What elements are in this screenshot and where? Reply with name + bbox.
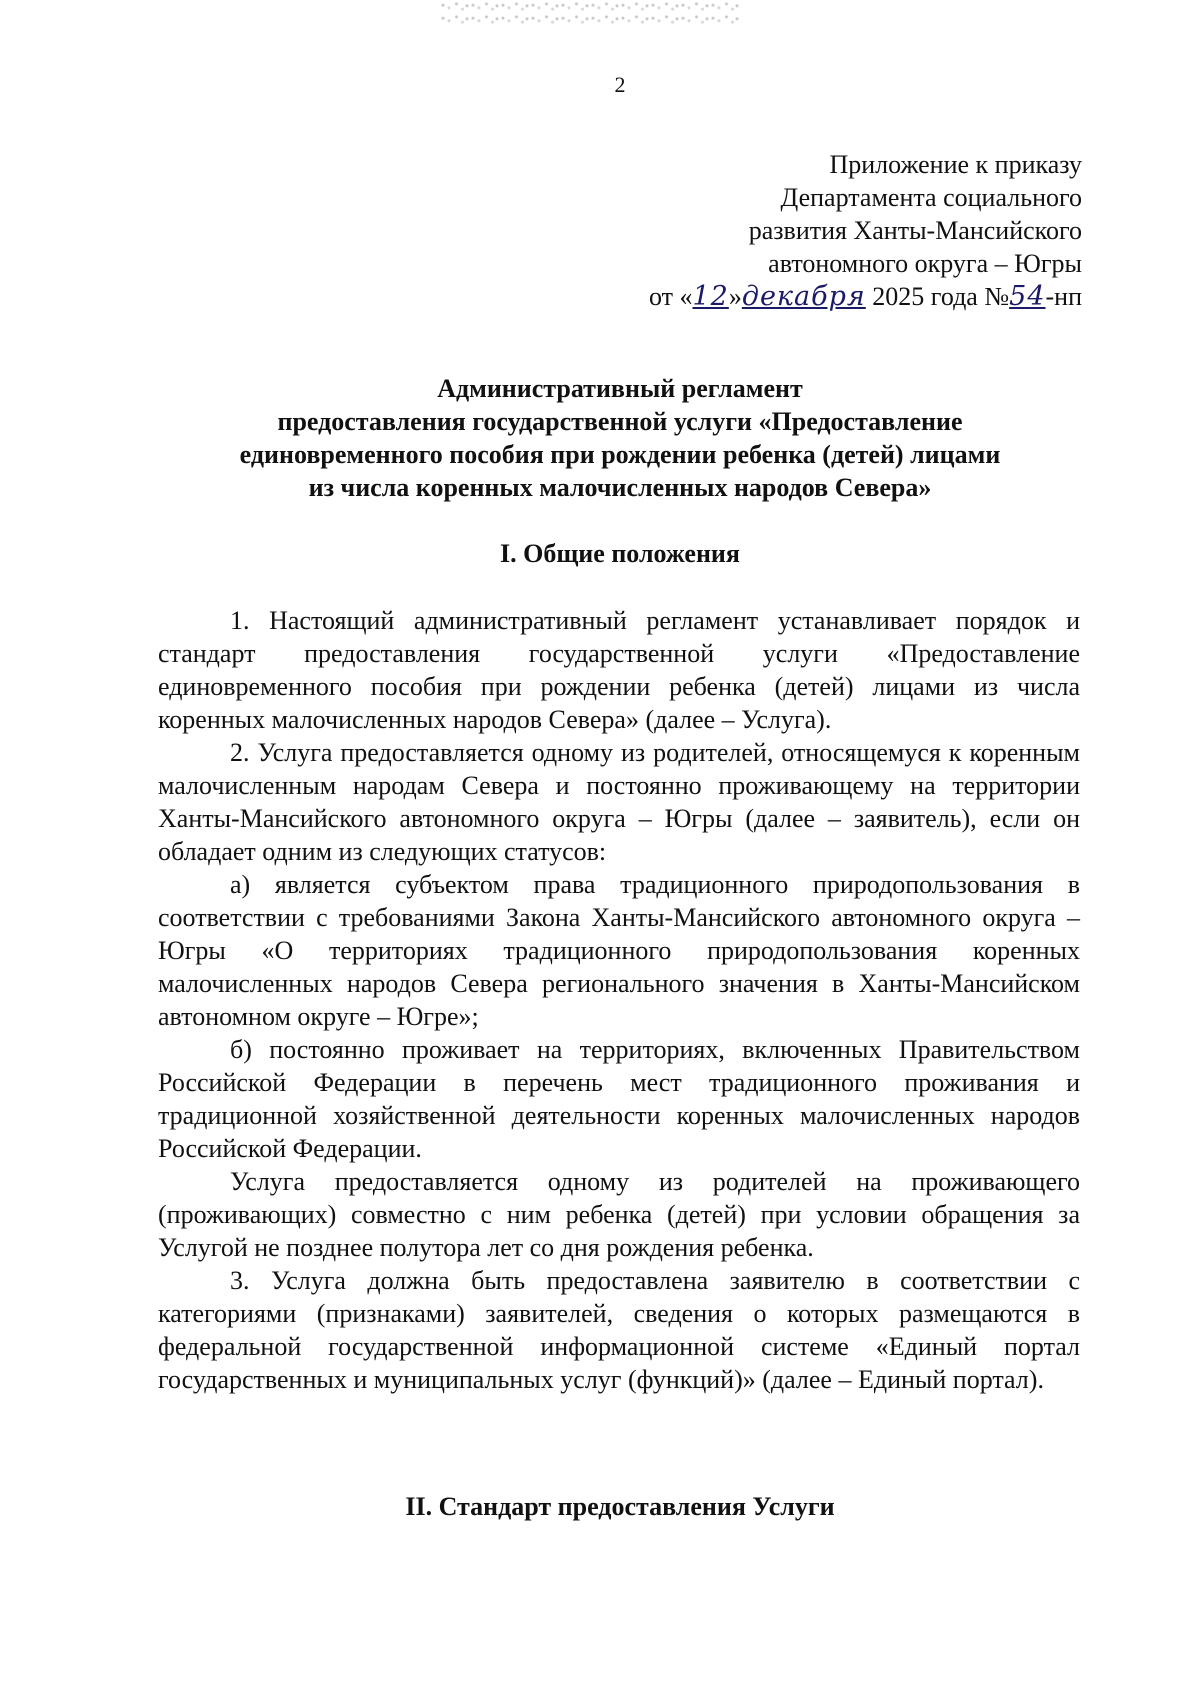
paragraph: 2. Услуга предоставляется одному из родителей, относящемуся к коренным малочисленным народам Севера и постоянно проживающему на территории Ханты-Мансийского автономного округа – Югры (далее – заявитель), если он обладает одним из следующих статусов: bbox=[158, 738, 1080, 866]
section-1-body bbox=[158, 604, 1080, 1396]
title-line-3: единовременного пособия при рождении ребенка (детей) лицами bbox=[239, 440, 1001, 469]
title-line-2: предоставления государственной услуги «Предоставление bbox=[277, 407, 963, 436]
appendix-line-1: Приложение к приказу bbox=[829, 150, 1082, 179]
date-mid: » bbox=[728, 282, 742, 311]
document-title bbox=[150, 372, 1090, 504]
title-line-1: Административный регламент bbox=[437, 374, 803, 403]
paragraph: а) является субъектом права традиционного природопользования в соответствии с требованиями Закона Ханты-Мансийского автономного округа – Югры «О территориях традиционного природопользования коренных малочисленных народов Севера регионального значения в Ханты-Мансийском автономном округе – Югре»; bbox=[158, 870, 1080, 1031]
handwritten-day: 12 bbox=[692, 281, 729, 312]
handwritten-order-number: 54 bbox=[1009, 281, 1046, 312]
handwritten-month: декабря bbox=[741, 281, 866, 312]
appendix-date-line bbox=[562, 280, 1082, 313]
section-1-heading: I. Общие положения bbox=[500, 539, 740, 568]
paragraph: б) постоянно проживает на территориях, включенных Правительством Российской Федерации в перечень мест традиционного проживания и традиционной хозяйственной деятельности коренных малочисленных народов Российской Федерации. bbox=[158, 1035, 1080, 1163]
title-line-4: из числа коренных малочисленных народов Севера» bbox=[308, 473, 932, 502]
paragraph: Услуга предоставляется одному из родителей на проживающего (проживающих) совместно с ним ребенка (детей) при условии обращения за Услугой не позднее полутора лет со дня рождения ребенка. bbox=[158, 1167, 1080, 1262]
appendix-header bbox=[562, 148, 1082, 313]
date-year: 2025 года № bbox=[865, 282, 1010, 311]
appendix-line-3: развития Ханты-Мансийского bbox=[748, 216, 1082, 245]
paragraph: 1. Настоящий административный регламент устанавливает порядок и стандарт предоставления государственной услуги «Предоставление единовременного пособия при рождении ребенка (детей) лицами из числа коренных малочисленных народов Севера» (далее – Услуга). bbox=[158, 606, 1080, 734]
appendix-line-4: автономного округа – Югры bbox=[768, 249, 1082, 278]
scan-artifact bbox=[440, 0, 740, 26]
page-number: 2 bbox=[614, 72, 626, 97]
section-2-heading: II. Стандарт предоставления Услуги bbox=[405, 1492, 835, 1521]
order-suffix: -нп bbox=[1045, 282, 1082, 311]
paragraph: 3. Услуга должна быть предоставлена заявителю в соответствии с категориями (признаками) заявителей, сведения о которых размещаются в федеральной государственной информационной системе «Единый портал государственных и муниципальных услуг (функций)» (далее – Единый портал). bbox=[158, 1266, 1080, 1394]
date-prefix: от « bbox=[648, 282, 693, 311]
appendix-line-2: Департамента социального bbox=[780, 183, 1082, 212]
